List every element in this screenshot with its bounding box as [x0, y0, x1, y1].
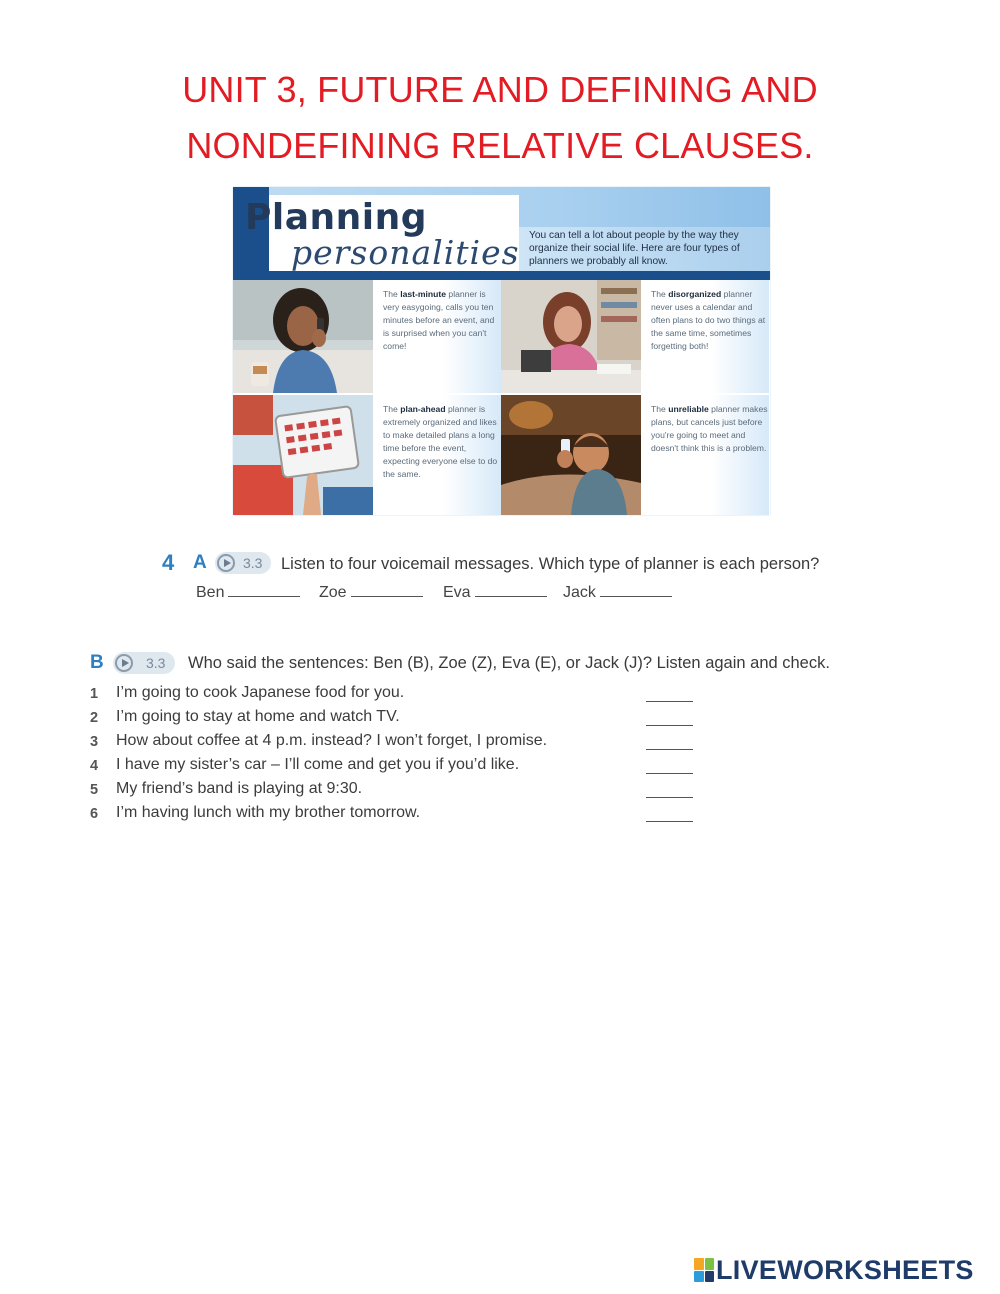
answer-blank[interactable] [351, 595, 423, 597]
audio-track-button[interactable] [215, 552, 271, 574]
item-sentence: I’m having lunch with my brother tomorrow. [116, 804, 421, 821]
tablet-calendar-photo [233, 395, 373, 515]
item-sentence: My friend’s band is playing at 9:30. [116, 780, 363, 797]
name-label: Ben [196, 584, 225, 601]
item-number: 4 [90, 758, 99, 774]
worksheet-title [0, 62, 1000, 174]
exercise-b-instruction: Who said the sentences: Ben (B), Zoe (Z), Eva (E), or Jack (J)? Listen again and check. [188, 654, 830, 672]
exercise-a-letter: A [193, 552, 207, 573]
planner-description: The disorganized planner never uses a calendar and often plans to do two things at the same time, sometimes forgetting both! [651, 289, 766, 351]
item-sentence: I have my sister’s car – I’ll come and get you if you’d like. [116, 756, 520, 773]
liveworksheets-logo[interactable] [694, 1255, 974, 1285]
planner-card-unreliable [501, 395, 769, 515]
answer-blank[interactable] [646, 772, 693, 774]
audio-track-number: 3.3 [243, 555, 263, 571]
name-label: Zoe [319, 584, 347, 601]
article-intro: You can tell a lot about people by the way they organize their social life. Here are four types of planners we probably all know. [529, 230, 740, 267]
audio-track-button[interactable] [113, 652, 175, 674]
item-number: 3 [90, 734, 99, 750]
exercise-a-instruction: Listen to four voicemail messages. Which type of planner is each person? [281, 555, 820, 573]
planner-type: unreliable [668, 404, 709, 414]
item-sentence: I’m going to stay at home and watch TV. [116, 708, 400, 725]
exercise-b-letter: B [90, 652, 104, 673]
item-number: 2 [90, 710, 99, 726]
logo-mark-icon [694, 1258, 714, 1282]
item-number: 1 [90, 686, 99, 702]
name-label: Eva [443, 584, 471, 601]
planner-description: The plan-ahead planner is extremely organized and likes to make detailed plans a long time before the event, expecting everyone else to do the same. [383, 404, 498, 479]
man-with-phone-photo [501, 395, 641, 515]
planner-type: plan-ahead [400, 404, 446, 414]
answer-jack [563, 584, 672, 602]
answer-blank[interactable] [646, 748, 693, 750]
answer-blank[interactable] [646, 724, 693, 726]
header-rule [233, 271, 770, 280]
planner-card-last-minute [233, 280, 501, 393]
planner-card-plan-ahead [233, 395, 501, 515]
item-number: 6 [90, 806, 99, 822]
answer-eva [443, 584, 547, 602]
exercise-number: 4 [162, 550, 175, 575]
answer-blank[interactable] [646, 700, 693, 702]
play-icon[interactable] [217, 554, 235, 572]
woman-on-phone-photo [233, 280, 373, 393]
play-icon[interactable] [115, 654, 133, 672]
planner-type: last-minute [400, 289, 447, 299]
planning-personalities-image [233, 187, 770, 515]
answer-zoe [319, 584, 423, 602]
name-label: Jack [563, 584, 596, 601]
answer-blank[interactable] [646, 796, 693, 798]
answer-ben [196, 584, 300, 602]
planner-description: The unreliable planner makes plans, but cancels just before you're going to meet and doesn't think this is a problem. [651, 404, 768, 453]
item-sentence: I’m going to cook Japanese food for you. [116, 684, 405, 701]
answer-blank[interactable] [475, 595, 547, 597]
item-number: 5 [90, 782, 99, 798]
article-subtitle: personalities [291, 233, 520, 272]
title-line-2: NONDEFINING RELATIVE CLAUSES. [186, 125, 814, 166]
title-line-1: UNIT 3, FUTURE AND DEFINING AND [182, 69, 818, 110]
item-sentence: How about coffee at 4 p.m. instead? I won’t forget, I promise. [116, 732, 548, 749]
stressed-woman-desk-photo [501, 280, 641, 393]
planner-card-disorganized [501, 280, 769, 393]
logo-text: LIVEWORKSHEETS [716, 1254, 974, 1285]
audio-track-number: 3.3 [146, 655, 166, 671]
planner-type: disorganized [668, 289, 722, 299]
article-title: Planning [245, 197, 428, 238]
answer-blank[interactable] [646, 820, 693, 822]
answer-blank[interactable] [228, 595, 300, 597]
planner-description: The last-minute planner is very easygoing, calls you ten minutes before an event, and is surprised when you can't come! [383, 289, 495, 351]
answer-blank[interactable] [600, 595, 672, 597]
